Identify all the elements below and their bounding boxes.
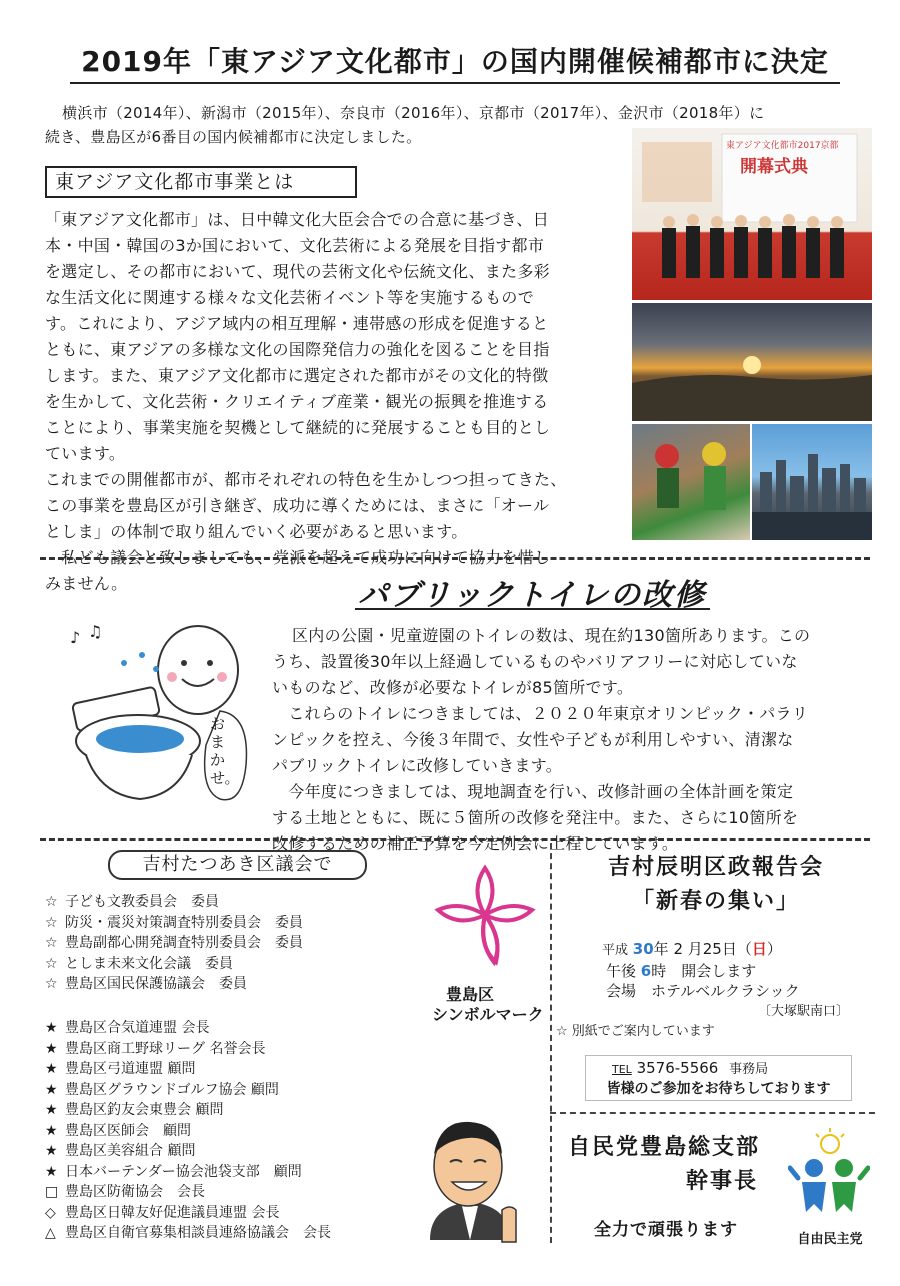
event-year: 30 (632, 940, 654, 958)
event-box-bottom-rule (550, 1112, 875, 1114)
svg-text:♪: ♪ (70, 628, 81, 647)
culture-line: みません。 (45, 574, 128, 593)
culture-line: を生かして、文化芸術・クリエイティブ産業・観光の振興を推進する (45, 392, 549, 411)
ceremony-sign-line-1: 東アジア文化都市2017京都 (726, 141, 839, 151)
culture-line: ています。 (45, 444, 126, 463)
event-title: 吉村辰明区政報告会 (607, 855, 824, 880)
culture-line: 私ども議会と致しましても、党派を超えて成功に向けて協力を惜し (45, 548, 551, 567)
dancers-graphic (632, 424, 750, 540)
sunset-city-photo (632, 303, 872, 421)
event-venue: 会場 ホテルベルクラシック (606, 982, 800, 1000)
event-tel: TEL 3576-5566 事務局 (612, 1059, 769, 1077)
culture-box-title: 東アジア文化都市事業とは (45, 166, 357, 198)
culture-line: します。また、東アジア文化都市に選定された都市がその文化的特徴 (45, 366, 549, 385)
toilet-heading: パブリックトイレの改修 (358, 578, 707, 613)
roles-list (45, 1018, 445, 1244)
culture-line: す。これにより、アジア域内の相互理解・連帯感の形成を促進すると (45, 314, 549, 333)
event-date: 平成 30年 2 月25日（日） (602, 940, 782, 958)
list-item: ☆ 豊島副都心開発調査特別委員会 委員 (45, 935, 303, 951)
party-line-2: 幹事長 (686, 1169, 759, 1194)
list-item: ★ 豊島区医師会 顧問 (45, 1122, 191, 1139)
event-station: 〔大塚駅南口〕 (758, 1004, 850, 1019)
list-item: ☆ 防災・震災対策調査特別委員会 委員 (45, 914, 303, 931)
culture-line: 「東アジア文化都市」は、日中韓文化大臣会合での合意に基づき、日 (45, 210, 550, 229)
ldp-logo-text: 自由民主党 (797, 1232, 863, 1247)
event-time: 午後 6時 開会します (606, 962, 757, 980)
intro-line-2: 続き、豊島区が6番目の国内候補都市に決定しました。 (45, 128, 422, 146)
section-divider (40, 557, 870, 560)
committee-list (45, 892, 425, 995)
event-subtitle: 「新春の集い」 (631, 889, 800, 914)
toilet-heading-underline (355, 608, 710, 610)
list-item: ☆ としま未来文化会議 委員 (45, 955, 233, 972)
toilet-line: いものなど、改修が必要なトイレが85箇所です。 (272, 678, 634, 697)
ldp-logo (788, 1128, 870, 1248)
culture-body (45, 207, 630, 597)
culture-line: 本・中国・韓国の3か国において、文化芸術による発展を目指す都市 (45, 236, 545, 255)
toshima-symbol-mark (430, 860, 540, 970)
toilet-line: うち、設置後30年以上経過しているものやバリアフリーに対応していな (272, 652, 798, 671)
culture-line: としま」の体制で取り組んでいく必要があると思います。 (45, 522, 468, 541)
flower-symbol-icon (430, 860, 540, 970)
politician-caricature (410, 1110, 530, 1250)
list-item: □ 豊島区防衛協会 会長 (45, 1184, 205, 1200)
toilet-line: 区内の公園・児童遊園のトイレの数は、現在約130箇所あります。この (292, 626, 811, 645)
skyline-photo (752, 424, 872, 540)
list-item: ☆ 子ども文教委員会 委員 (45, 894, 219, 910)
event-note: ☆ 別紙でご案内しています (556, 1024, 715, 1039)
event-welcome: 皆様のご参加をお待ちしております (606, 1081, 831, 1097)
section-divider (40, 838, 870, 841)
toilet-line: これらのトイレにつきましては、２０２０年東京オリンピック・パラリ (272, 704, 809, 723)
event-contact-box (585, 1055, 852, 1101)
toilet-line: する土地とともに、既に５箇所の改修を発注中。また、さらに10箇所を (272, 808, 799, 827)
list-item: △ 豊島区自衛官募集相談員連絡協議会 会長 (45, 1225, 331, 1241)
svg-text:♫: ♫ (88, 622, 103, 641)
list-item: ★ 豊島区釣友会東豊会 顧問 (45, 1102, 224, 1118)
event-weekday: 日 (751, 940, 767, 958)
list-item: ◇ 豊島区日韓友好促進議員連盟 会長 (45, 1204, 280, 1221)
list-item: ★ 豊島区商工野球リーグ 名誉会長 (45, 1040, 266, 1057)
sunset-graphic (632, 303, 872, 421)
toilet-illustration (60, 615, 270, 815)
toilet-line: 改修するための補正予算を今定例会に上程しています。 (272, 834, 679, 853)
toilet-line: パブリックトイレに改修していきます。 (272, 756, 563, 775)
toilet-body (272, 623, 877, 857)
culture-line: ともに、東アジアの多様な文化の国際発信力の強化を図ることを目指 (45, 340, 550, 359)
list-item: ☆ 豊島区国民保護協議会 委員 (45, 976, 247, 992)
toilet-line: 今年度につきましては、現地調査を行い、改修計画の全体計画を策定 (272, 782, 794, 801)
event-hour: 6 (640, 962, 652, 980)
page-title: 2019年「東アジア文化都市」の国内開催候補都市に決定 (81, 45, 829, 78)
culture-line: な生活文化に関連する様々な文化芸術イベント等を実施するもので (45, 288, 535, 307)
list-item: ★ 日本バーテンダー協会池袋支部 顧問 (45, 1163, 302, 1180)
list-item: ★ 豊島区弓道連盟 顧問 (45, 1061, 196, 1077)
list-item: ★ 豊島区合気道連盟 会長 (45, 1020, 210, 1036)
ldp-mascot-icon (788, 1128, 870, 1228)
toilet-line: ンピックを控え、今後３年間で、女性や子どもが利用しやすい、清潔な (272, 730, 794, 749)
party-line-3: 全力で頑張ります (594, 1220, 738, 1240)
symbol-label-2: シンボルマーク (432, 1005, 544, 1024)
culture-line: これまでの開催都市が、都市それぞれの特色を生かしつつ担ってきた、 (45, 470, 567, 489)
column-divider (550, 843, 552, 1243)
intro-line-1: 横浜市（2014年）、新潟市（2015年）、奈良市（2016年）、京都市（2017年）、金沢市（2018年）に (62, 104, 765, 122)
culture-line: ことにより、事業実施を契機として継続的に発展することも目的とし (45, 418, 551, 437)
council-heading: 吉村たつあき区議会で (108, 850, 367, 880)
speech-bubble-text: おまかせ。 (210, 715, 240, 787)
symbol-label-1: 豊島区 (446, 985, 495, 1004)
caricature-portrait (410, 1110, 530, 1250)
ceremony-sign-line-2: 開幕式典 (740, 157, 808, 177)
culture-line: を選定し、その都市において、現代の芸術文化や伝統文化、また多彩 (45, 262, 550, 281)
dancers-photo (632, 424, 750, 540)
list-item: ★ 豊島区グラウンドゴルフ協会 顧問 (45, 1081, 279, 1098)
list-item: ★ 豊島区美容組合 顧問 (45, 1143, 196, 1159)
skyline-graphic (752, 424, 872, 540)
party-line-1: 自民党豊島総支部 (568, 1135, 761, 1160)
opening-ceremony-photo (632, 128, 872, 300)
title-underline (70, 82, 840, 84)
culture-line: この事業を豊島区が引き継ぎ、成功に導くためには、まさに「オール (45, 496, 550, 515)
